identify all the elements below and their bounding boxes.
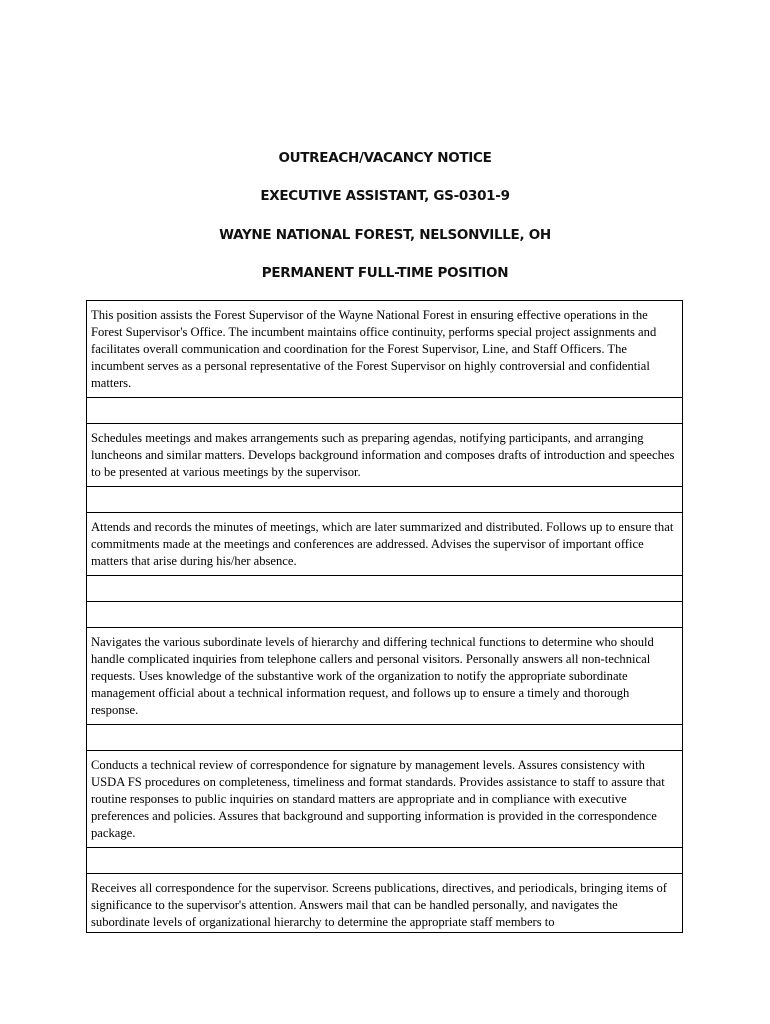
empty-row <box>87 848 682 874</box>
duty-row-summary: This position assists the Forest Supervisor of the Wayne National Forest in ensuring effective operations in the Forest Supervisor's Office. The incumbent maintains office continuity, performs special project assignments and facilitates overall communication and coordination for the Forest Supervisor, Line, and Staff Officers. The incumbent serves as a personal representative of the Forest Supervisor on highly controversial and confidential matters. <box>87 301 682 398</box>
notice-title: OUTREACH/VACANCY NOTICE <box>278 150 492 166</box>
duty-row-correspondence-review: Conducts a technical review of correspondence for signature by management levels. Assures consistency with USDA FS procedures on completeness, timeliness and format standards. Provides assistance to staff to assure that routine responses to public inquiries on standard matters are appropriate and in compliance with executive preferences and policies. Assures that background and supporting information is provided in the correspondence package. <box>87 751 682 848</box>
empty-row <box>87 602 682 628</box>
duties-table <box>86 300 683 933</box>
position-title: EXECUTIVE ASSISTANT, GS-0301-9 <box>260 188 510 204</box>
empty-row <box>87 487 682 513</box>
duty-row-meetings: Schedules meetings and makes arrangements such as preparing agendas, notifying participants, and arranging luncheons and similar matters. Develops background information and composes drafts of introduction and speeches to be presented at various meetings by the supervisor. <box>87 424 682 487</box>
duty-row-inquiries: Navigates the various subordinate levels of hierarchy and differing technical functions to determine who should handle complicated inquiries from telephone callers and personal visitors. Personally answers all non-technical requests. Uses knowledge of the substantive work of the organization to notify the appropriate subordinate management official about a technical information request, and follows up to ensure a timely and thorough response. <box>87 628 682 725</box>
position-type-title: PERMANENT FULL-TIME POSITION <box>261 265 509 281</box>
empty-row <box>87 576 682 602</box>
empty-row <box>87 398 682 424</box>
duty-row-minutes: Attends and records the minutes of meetings, which are later summarized and distributed. Follows up to ensure that commitments made at the meetings and conferences are addressed. Advises the supervisor of important office matters that arise during his/her absence. <box>87 513 682 576</box>
duty-row-receives-correspondence: Receives all correspondence for the supervisor. Screens publications, directives, and periodicals, bringing items of significance to the supervisor's attention. Answers mail that can be handled personally, and navigates the subordinate levels of organizational hierarchy to determine the appropriate staff members to <box>91 881 667 929</box>
location-title: WAYNE NATIONAL FOREST, NELSONVILLE, OH <box>219 227 551 243</box>
empty-row <box>87 725 682 751</box>
